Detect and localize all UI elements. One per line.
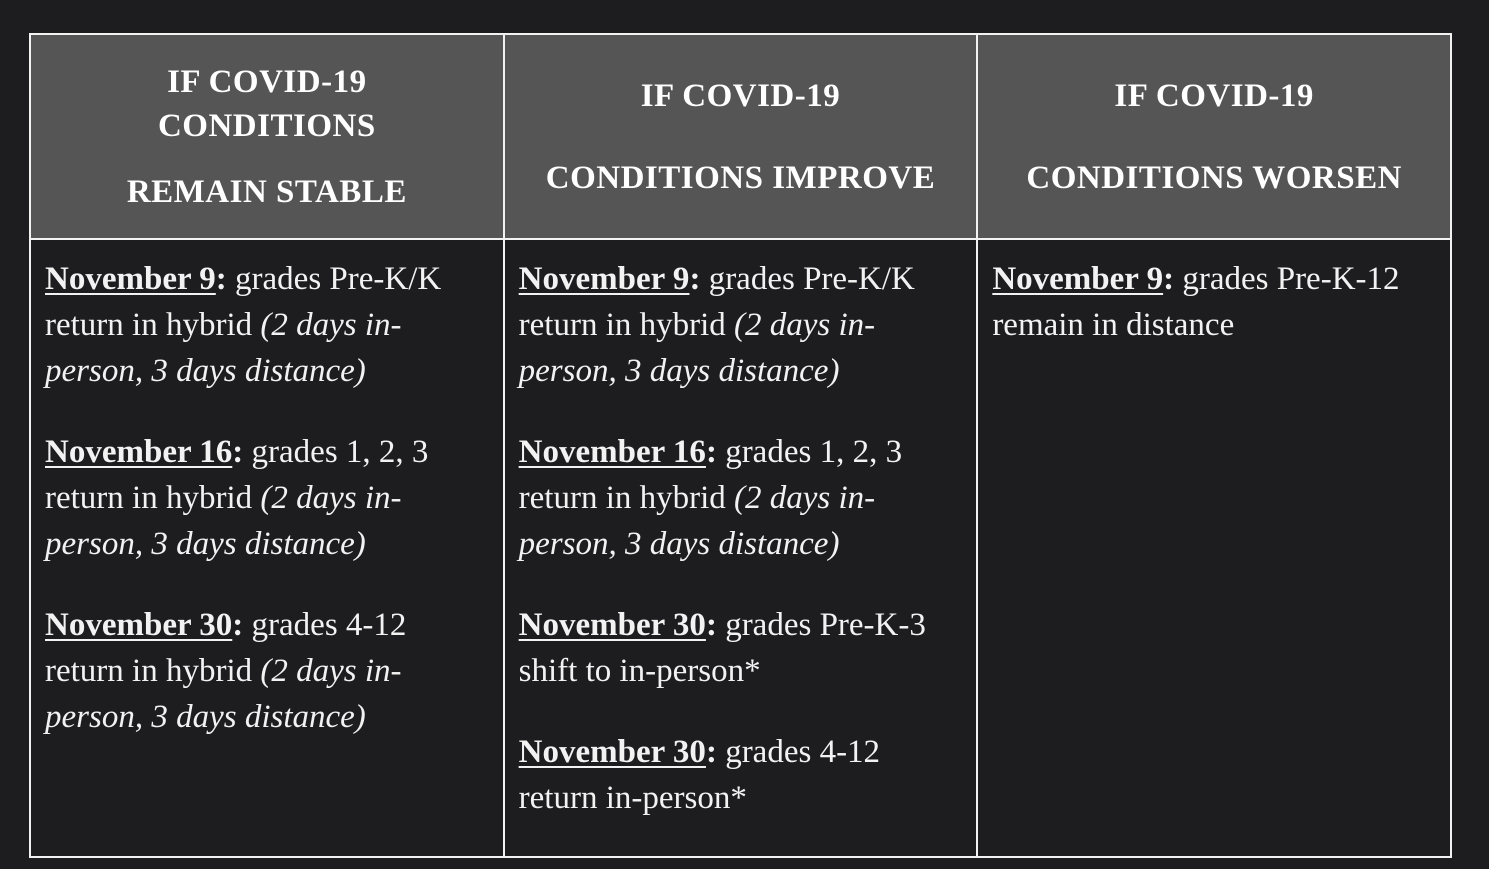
cell-worsen xyxy=(977,239,1451,857)
schedule-entry: November 9: grades Pre-K-12 remain in distance xyxy=(992,261,1400,343)
entry-date: November 30 xyxy=(45,607,233,643)
header-worsen-line-1: IF COVID-19 xyxy=(1114,77,1314,114)
schedule-entry: November 30: grades 4-12 return in-person* xyxy=(518,734,881,816)
schedule-entry: November 16: grades 1, 2, 3 return in hybrid (2 days in-person, 3 days distance) xyxy=(518,434,903,562)
header-worsen-line-2: CONDITIONS WORSEN xyxy=(1026,159,1402,196)
schedule-table-container xyxy=(29,33,1452,836)
header-row xyxy=(30,34,1451,239)
entry-note: (2 days in-person, 3 days distance) xyxy=(45,653,402,735)
entry-text: grades Pre-K-3 shift to in-person* xyxy=(518,607,926,689)
schedule-entry: November 30: grades 4-12 return in hybrid (2 days in-person, 3 days distance) xyxy=(45,607,407,735)
entry-note: (2 days in-person, 3 days distance) xyxy=(518,307,876,389)
entry-date: November 9 xyxy=(992,261,1164,297)
entry-text: grades Pre-K/K return in hybrid xyxy=(45,261,442,343)
cell-improve xyxy=(504,239,978,857)
entry-text: grades 4-12 return in-person* xyxy=(518,734,881,816)
reopening-schedule-table xyxy=(29,33,1452,858)
entry-date: November 9 xyxy=(45,261,216,297)
schedule-entry: November 9: grades Pre-K/K return in hybrid (2 days in-person, 3 days distance) xyxy=(45,261,442,389)
header-stable-line-3: REMAIN STABLE xyxy=(126,173,407,210)
header-stable xyxy=(30,34,504,239)
entry-date: November 16 xyxy=(518,434,706,470)
header-improve xyxy=(504,34,978,239)
header-improve-line-1: IF COVID-19 xyxy=(640,77,841,114)
entry-note: (2 days in-person, 3 days distance) xyxy=(45,480,402,562)
entry-text: grades Pre-K/K return in hybrid xyxy=(518,261,915,343)
schedule-entry: November 30: grades Pre-K-3 shift to in-person* xyxy=(518,607,926,689)
entry-text: grades 4-12 return in hybrid xyxy=(45,607,407,689)
entry-note: (2 days in-person, 3 days distance) xyxy=(518,480,876,562)
entry-text: grades 1, 2, 3 return in hybrid xyxy=(518,434,903,516)
header-stable-line-2: CONDITIONS xyxy=(157,107,376,144)
header-improve-line-2: CONDITIONS IMPROVE xyxy=(545,159,936,196)
entry-date: November 30 xyxy=(518,734,706,770)
entry-text: grades 1, 2, 3 return in hybrid xyxy=(45,434,429,516)
entry-date: November 30 xyxy=(518,607,706,643)
entry-date: November 16 xyxy=(45,434,233,470)
schedule-entry: November 9: grades Pre-K/K return in hybrid (2 days in-person, 3 days distance) xyxy=(518,261,915,389)
entry-note: (2 days in-person, 3 days distance) xyxy=(45,307,402,389)
entry-text: grades Pre-K-12 remain in distance xyxy=(992,261,1400,343)
schedule-entry: November 16: grades 1, 2, 3 return in hybrid (2 days in-person, 3 days distance) xyxy=(45,434,429,562)
entry-date: November 9 xyxy=(518,261,690,297)
header-worsen xyxy=(977,34,1451,239)
header-stable-line-1: IF COVID-19 xyxy=(167,63,367,100)
cell-stable xyxy=(30,239,504,857)
body-row xyxy=(30,239,1451,857)
